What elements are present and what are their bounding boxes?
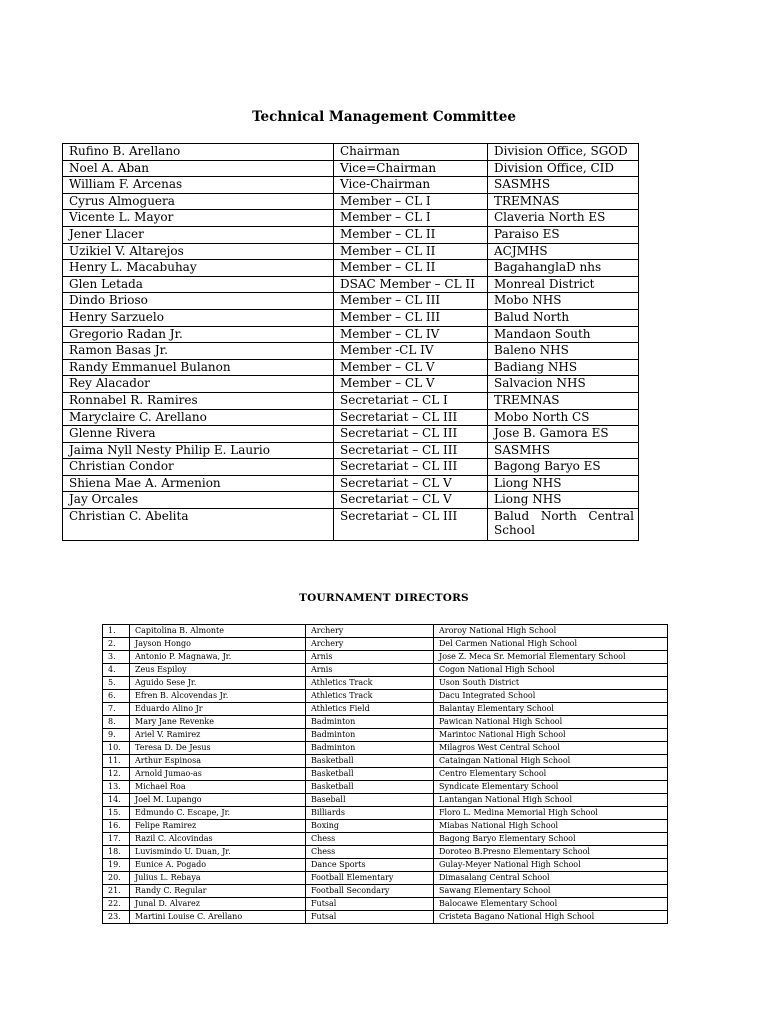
member-office: TREMNAS <box>488 392 639 409</box>
member-office: Mobo NHS <box>488 293 639 310</box>
director-event: Badminton <box>306 729 434 742</box>
member-name: Jay Orcales <box>63 492 334 509</box>
member-office: Salvacion NHS <box>488 376 639 393</box>
director-school: Aroroy National High School <box>434 625 668 638</box>
director-name: Eduardo Alino Jr <box>130 703 306 716</box>
director-row <box>103 820 668 833</box>
member-office: Monreal District <box>488 276 639 293</box>
member-position: Member – CL V <box>334 359 488 376</box>
member-name: Glen Letada <box>63 276 334 293</box>
director-row <box>103 703 668 716</box>
committee-row <box>63 309 639 326</box>
director-number: 20. <box>103 872 130 885</box>
director-name: Julius L. Rebaya <box>130 872 306 885</box>
director-event: Billiards <box>306 807 434 820</box>
director-school: Balantay Elementary School <box>434 703 668 716</box>
member-name: Ronnabel R. Ramires <box>63 392 334 409</box>
director-row <box>103 716 668 729</box>
director-school: Centro Elementary School <box>434 768 668 781</box>
director-school: Balocawe Elementary School <box>434 898 668 911</box>
member-office-line: School <box>494 523 535 538</box>
member-name: Uzikiel V. Altarejos <box>63 243 334 260</box>
director-number: 2. <box>103 638 130 651</box>
member-office-line: Balud North Central <box>494 509 634 524</box>
director-name: Felipe Ramirez <box>130 820 306 833</box>
committee-row <box>63 226 639 243</box>
director-school: Lantangan National High School <box>434 794 668 807</box>
director-name: Arthur Espinosa <box>130 755 306 768</box>
director-row <box>103 807 668 820</box>
director-number: 4. <box>103 664 130 677</box>
director-name: Michael Roa <box>130 781 306 794</box>
member-name: Dindo Brioso <box>63 293 334 310</box>
director-school: Del Carmen National High School <box>434 638 668 651</box>
director-number: 9. <box>103 729 130 742</box>
director-row <box>103 781 668 794</box>
director-row <box>103 677 668 690</box>
director-row <box>103 846 668 859</box>
director-number: 12. <box>103 768 130 781</box>
director-school: Miabas National High School <box>434 820 668 833</box>
member-office: Baleno NHS <box>488 343 639 360</box>
director-event: Arnis <box>306 664 434 677</box>
member-position: Vice=Chairman <box>334 160 488 177</box>
member-office: Badiang NHS <box>488 359 639 376</box>
member-name: Shiena Mae A. Armenion <box>63 475 334 492</box>
director-number: 10. <box>103 742 130 755</box>
director-number: 21. <box>103 885 130 898</box>
member-position: Member – CL II <box>334 260 488 277</box>
committee-row <box>63 343 639 360</box>
director-name: Zeus Espiloy <box>130 664 306 677</box>
director-school: Cataingan National High School <box>434 755 668 768</box>
member-office: SASMHS <box>488 177 639 194</box>
director-row <box>103 755 668 768</box>
director-number: 6. <box>103 690 130 703</box>
director-event: Chess <box>306 833 434 846</box>
director-school: Milagros West Central School <box>434 742 668 755</box>
member-office: Mobo North CS <box>488 409 639 426</box>
director-number: 8. <box>103 716 130 729</box>
directors-table <box>102 624 668 924</box>
member-name: Rey Alacador <box>63 376 334 393</box>
member-position: Member – CL V <box>334 376 488 393</box>
member-position: Member – CL II <box>334 243 488 260</box>
director-name: Randy C. Regular <box>130 885 306 898</box>
member-office: Liong NHS <box>488 475 639 492</box>
director-name: Efren B. Alcovendas Jr. <box>130 690 306 703</box>
director-school: Bagong Baryo Elementary School <box>434 833 668 846</box>
member-office: Balud North <box>488 309 639 326</box>
director-event: Athletics Track <box>306 677 434 690</box>
director-event: Boxing <box>306 820 434 833</box>
director-row <box>103 911 668 924</box>
director-event: Chess <box>306 846 434 859</box>
director-event: Basketball <box>306 755 434 768</box>
director-event: Football Elementary <box>306 872 434 885</box>
director-school: Floro L. Medina Memorial High School <box>434 807 668 820</box>
director-number: 18. <box>103 846 130 859</box>
director-event: Dance Sports <box>306 859 434 872</box>
member-office: Liong NHS <box>488 492 639 509</box>
director-name: Ariel V. Ramirez <box>130 729 306 742</box>
director-row <box>103 833 668 846</box>
member-name: Christian C. Abelita <box>63 509 334 541</box>
member-office: Division Office, SGOD <box>488 144 639 161</box>
committee-row <box>63 509 639 541</box>
director-name: Capitolina B. Almonte <box>130 625 306 638</box>
committee-row <box>63 459 639 476</box>
committee-row <box>63 359 639 376</box>
director-event: Futsal <box>306 898 434 911</box>
director-number: 14. <box>103 794 130 807</box>
director-row <box>103 768 668 781</box>
director-name: Luvismindo U. Duan, Jr. <box>130 846 306 859</box>
director-row <box>103 794 668 807</box>
member-name: Vicente L. Mayor <box>63 210 334 227</box>
director-name: Antonio P. Magnawa, Jr. <box>130 651 306 664</box>
director-name: Junal D. Alvarez <box>130 898 306 911</box>
member-name: Henry L. Macabuhay <box>63 260 334 277</box>
director-school: Pawican National High School <box>434 716 668 729</box>
director-row <box>103 859 668 872</box>
director-school: Gulay-Meyer National High School <box>434 859 668 872</box>
member-position: Member -CL IV <box>334 343 488 360</box>
director-school: Dacu Integrated School <box>434 690 668 703</box>
director-school: Sawang Elementary School <box>434 885 668 898</box>
director-school: Cogon National High School <box>434 664 668 677</box>
committee-row <box>63 392 639 409</box>
director-name: Teresa D. De Jesus <box>130 742 306 755</box>
director-number: 22. <box>103 898 130 911</box>
director-row <box>103 638 668 651</box>
director-number: 11. <box>103 755 130 768</box>
member-position: Secretariat – CL V <box>334 492 488 509</box>
member-office: SASMHS <box>488 442 639 459</box>
committee-row <box>63 442 639 459</box>
committee-row <box>63 160 639 177</box>
committee-row <box>63 177 639 194</box>
member-position: Secretariat – CL III <box>334 442 488 459</box>
director-number: 19. <box>103 859 130 872</box>
director-number: 7. <box>103 703 130 716</box>
director-name: Eunice A. Pogado <box>130 859 306 872</box>
committee-row <box>63 376 639 393</box>
director-name: Jayson Hongo <box>130 638 306 651</box>
director-number: 17. <box>103 833 130 846</box>
committee-row <box>63 475 639 492</box>
member-name: Randy Emmanuel Bulanon <box>63 359 334 376</box>
member-position: Secretariat – CL I <box>334 392 488 409</box>
director-event: Basketball <box>306 781 434 794</box>
director-row <box>103 651 668 664</box>
member-office: Bagong Baryo ES <box>488 459 639 476</box>
member-office: ACJMHS <box>488 243 639 260</box>
director-row <box>103 898 668 911</box>
member-position: Secretariat – CL III <box>334 426 488 443</box>
director-school: Syndicate Elementary School <box>434 781 668 794</box>
director-number: 23. <box>103 911 130 924</box>
member-name: Ramon Basas Jr. <box>63 343 334 360</box>
member-position: Member – CL III <box>334 309 488 326</box>
director-name: Martini Louise C. Arellano <box>130 911 306 924</box>
director-event: Futsal <box>306 911 434 924</box>
committee-row <box>63 426 639 443</box>
member-office: TREMNAS <box>488 193 639 210</box>
member-name: Noel A. Aban <box>63 160 334 177</box>
director-event: Archery <box>306 638 434 651</box>
member-position: Secretariat – CL III <box>334 409 488 426</box>
director-row <box>103 742 668 755</box>
director-number: 15. <box>103 807 130 820</box>
committee-row <box>63 210 639 227</box>
member-name: Gregorio Radan Jr. <box>63 326 334 343</box>
member-name: Jaima Nyll Nesty Philip E. Laurio <box>63 442 334 459</box>
member-office: Jose B. Gamora ES <box>488 426 639 443</box>
member-name: Jener Llacer <box>63 226 334 243</box>
director-event: Basketball <box>306 768 434 781</box>
committee-row <box>63 409 639 426</box>
director-event: Badminton <box>306 716 434 729</box>
member-position: Secretariat – CL III <box>334 459 488 476</box>
committee-row <box>63 193 639 210</box>
member-position: Secretariat – CL V <box>334 475 488 492</box>
director-row <box>103 872 668 885</box>
director-row <box>103 625 668 638</box>
director-name: Aguido Sese Jr. <box>130 677 306 690</box>
director-event: Baseball <box>306 794 434 807</box>
director-school: Uson South District <box>434 677 668 690</box>
director-event: Badminton <box>306 742 434 755</box>
director-name: Edmundo C. Escape, Jr. <box>130 807 306 820</box>
committee-title: Technical Management Committee <box>252 109 516 125</box>
director-row <box>103 664 668 677</box>
director-school: Jose Z. Meca Sr. Memorial Elementary School <box>434 651 668 664</box>
director-number: 1. <box>103 625 130 638</box>
member-office: Division Office, CID <box>488 160 639 177</box>
member-name: Maryclaire C. Arellano <box>63 409 334 426</box>
member-position: Member – CL I <box>334 210 488 227</box>
committee-row <box>63 326 639 343</box>
member-name: Cyrus Almoguera <box>63 193 334 210</box>
director-name: Razil C. Alcovindas <box>130 833 306 846</box>
member-name: William F. Arcenas <box>63 177 334 194</box>
director-row <box>103 729 668 742</box>
director-school: Cristeta Bagano National High School <box>434 911 668 924</box>
committee-row <box>63 293 639 310</box>
member-office: BagahanglaD nhs <box>488 260 639 277</box>
director-event: Football Secondary <box>306 885 434 898</box>
committee-row <box>63 260 639 277</box>
member-office: Mandaon South <box>488 326 639 343</box>
member-name: Christian Condor <box>63 459 334 476</box>
director-event: Archery <box>306 625 434 638</box>
member-name: Glenne Rivera <box>63 426 334 443</box>
committee-row <box>63 492 639 509</box>
committee-row <box>63 243 639 260</box>
member-office <box>488 509 639 541</box>
director-number: 16. <box>103 820 130 833</box>
director-event: Athletics Field <box>306 703 434 716</box>
member-office: Claveria North ES <box>488 210 639 227</box>
director-row <box>103 690 668 703</box>
director-school: Marintoc National High School <box>434 729 668 742</box>
member-position: Member – CL IV <box>334 326 488 343</box>
director-school: Dimasalang Central School <box>434 872 668 885</box>
member-name: Rufino B. Arellano <box>63 144 334 161</box>
director-name: Mary Jane Revenke <box>130 716 306 729</box>
director-number: 13. <box>103 781 130 794</box>
committee-table <box>62 143 639 541</box>
member-position: DSAC Member – CL II <box>334 276 488 293</box>
member-position: Member – CL III <box>334 293 488 310</box>
director-name: Arnold Jumao-as <box>130 768 306 781</box>
member-office: Paraiso ES <box>488 226 639 243</box>
director-row <box>103 885 668 898</box>
member-position: Member – CL II <box>334 226 488 243</box>
director-event: Athletics Track <box>306 690 434 703</box>
member-position: Chairman <box>334 144 488 161</box>
director-number: 3. <box>103 651 130 664</box>
member-position: Vice-Chairman <box>334 177 488 194</box>
member-position: Secretariat – CL III <box>334 509 488 541</box>
director-school: Doroteo B.Presno Elementary School <box>434 846 668 859</box>
director-event: Arnis <box>306 651 434 664</box>
committee-row <box>63 276 639 293</box>
committee-row <box>63 144 639 161</box>
director-name: Joel M. Lupango <box>130 794 306 807</box>
member-position: Member – CL I <box>334 193 488 210</box>
directors-title: TOURNAMENT DIRECTORS <box>299 592 469 604</box>
director-number: 5. <box>103 677 130 690</box>
member-name: Henry Sarzuelo <box>63 309 334 326</box>
